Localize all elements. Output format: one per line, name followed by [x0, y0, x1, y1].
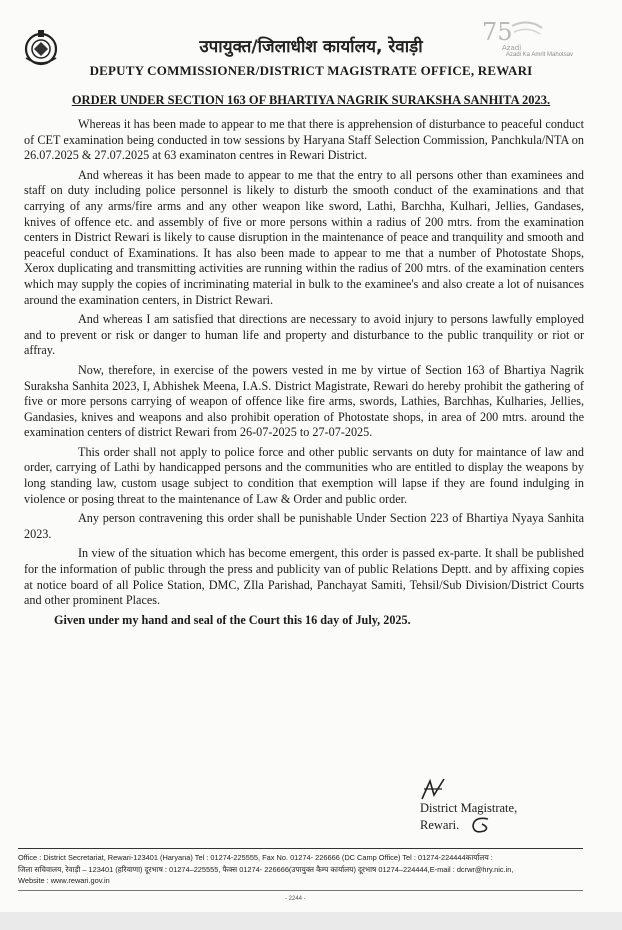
signatory-title: District Magistrate, [420, 801, 518, 815]
office-footer [18, 852, 583, 887]
paragraph-6: Any person contravening this order shall be punishable Under Section 223 of Bhartiya Nyaya Sanhita 2023. [24, 511, 584, 541]
footer-line-hindi: जिला सचिवालय, रेवाड़ी – 123401 (हरियाणा) दूरभाष : 01274–225555, फैक्स 01274- 226666(उपायुक्त कैम्प कार्यालय) दूरभाष 01274–224444,E-mail : dcrwr@hry.nic.in, [18, 864, 514, 874]
footer-line-english: Office : District Secretariat, Rewari-123401 (Haryana) Tel : 01274-225555, Fax No. 01274- 226666 (DC Camp Office) Tel : 01274-224444कार्यालय : [18, 853, 493, 862]
office-title-english: DEPUTY COMMISSIONER/DISTRICT MAGISTRATE OFFICE, REWARI [89, 63, 533, 78]
order-body [24, 117, 584, 632]
svg-text:75: 75 [482, 18, 513, 46]
given-under-hand-line: Given under my hand and seal of the Court this 16 day of July, 2025. [54, 612, 411, 627]
footer-divider [18, 848, 583, 849]
paragraph-2: And whereas it has been made to appear to me that the entry to all persons other than examinees and staff on duty including police personnel is likely to disturb the smooth conduct of the examinations and that carrying of any arms/fire arms and any other weapon like sword, Lathi, Barchha, Kulhari, Jellies, Gandases, knives of offence etc. and assembly of five or more persons within a radius of 200 mtrs. from the examination centers in District Rewari is likely to cause disruption in the maintenance of peace and tranquility and smooth and peaceful conduct of Examinations. It has also been made to appear to me that a number of Photostate Shops, Xerox duplicating and transmitting activities are running within the radius of 200 mtrs. of the examination centers which may supply the copies of incriminating material in bulk to the examinee's and also create a lot of nuisances around the examination centers, in District Rewari. [24, 167, 584, 307]
signatory-place: Rewari. [420, 818, 460, 832]
paragraph-7: In view of the situation which has become emergent, this order is passed ex-parte. It shall be published for the information of public through the press and publicity van of public Relations Deptt. and by affixing copies at notice board of all Police Station, DMC, ZIla Parishad, Panchayat Samiti, Tehsil/Sub Division/District Courts and other prominent Places. [24, 546, 584, 608]
page-number: - 2244 - [285, 896, 306, 902]
paragraph-4: Now, therefore, in exercise of the powers vested in me by virtue of Section 163 of Bhartiya Nagrik Suraksha Sanhita 2023, I, Abhishek Meena, I.A.S. District Magistrate, Rewari do hereby prohibit the gathering of five or more persons carrying of weapon of offence like fire arms, swords, Lathies, Barchhas, Kulharies, Jellies, Gandasies, knives and weapons and also prohibit operation of Photostate shops, in area of 200 mtrs. around the examination centers of district Rewari from 26-07-2025 to 27-07-2025. [24, 362, 584, 440]
footer-website: Website : www.rewari.gov.in [18, 876, 110, 885]
paragraph-1: Whereas it has been made to appear to me that there is apprehension of disturbance to peaceful conduct of CET examination being conducted in tow sessions by Haryana Staff Selection Commission, Panchkula/NTA on 26.07.2025 & 27.07.2025 at 63 examinaton centres in Rewari District. [24, 117, 584, 163]
paragraph-3: And whereas I am satisfied that directions are necessary to avoid injury to persons lawfully employed and to prevent or risk or danger to human life and property and disturbance to the public tranquility or riot or affray. [24, 312, 584, 358]
handwritten-initial [468, 814, 494, 836]
paragraph-5: This order shall not apply to police force and other public servants on duty for maintance of law and order, carrying of Lathi by handicapped persons and the communities who are entitled to display the weapons by long standing law, custom usage subject to condition that exemption will lapse if they are found indulging in violence or posing threat to the maintenance of Law & Order and public order. [24, 444, 584, 506]
order-title: ORDER UNDER SECTION 163 OF BHARTIYA NAGRIK SURAKSHA SANHITA 2023. [71, 93, 551, 107]
scan-bottom-edge [0, 912, 622, 930]
svg-text:Azadi: Azadi [502, 44, 522, 52]
office-title-hindi: उपायुक्त/जिलाधीश कार्यालय, रेवाड़ी [199, 37, 423, 57]
footer-divider-bottom [18, 890, 583, 891]
logo-caption: Azadi Ka Amrit Mahotsav [506, 52, 574, 58]
